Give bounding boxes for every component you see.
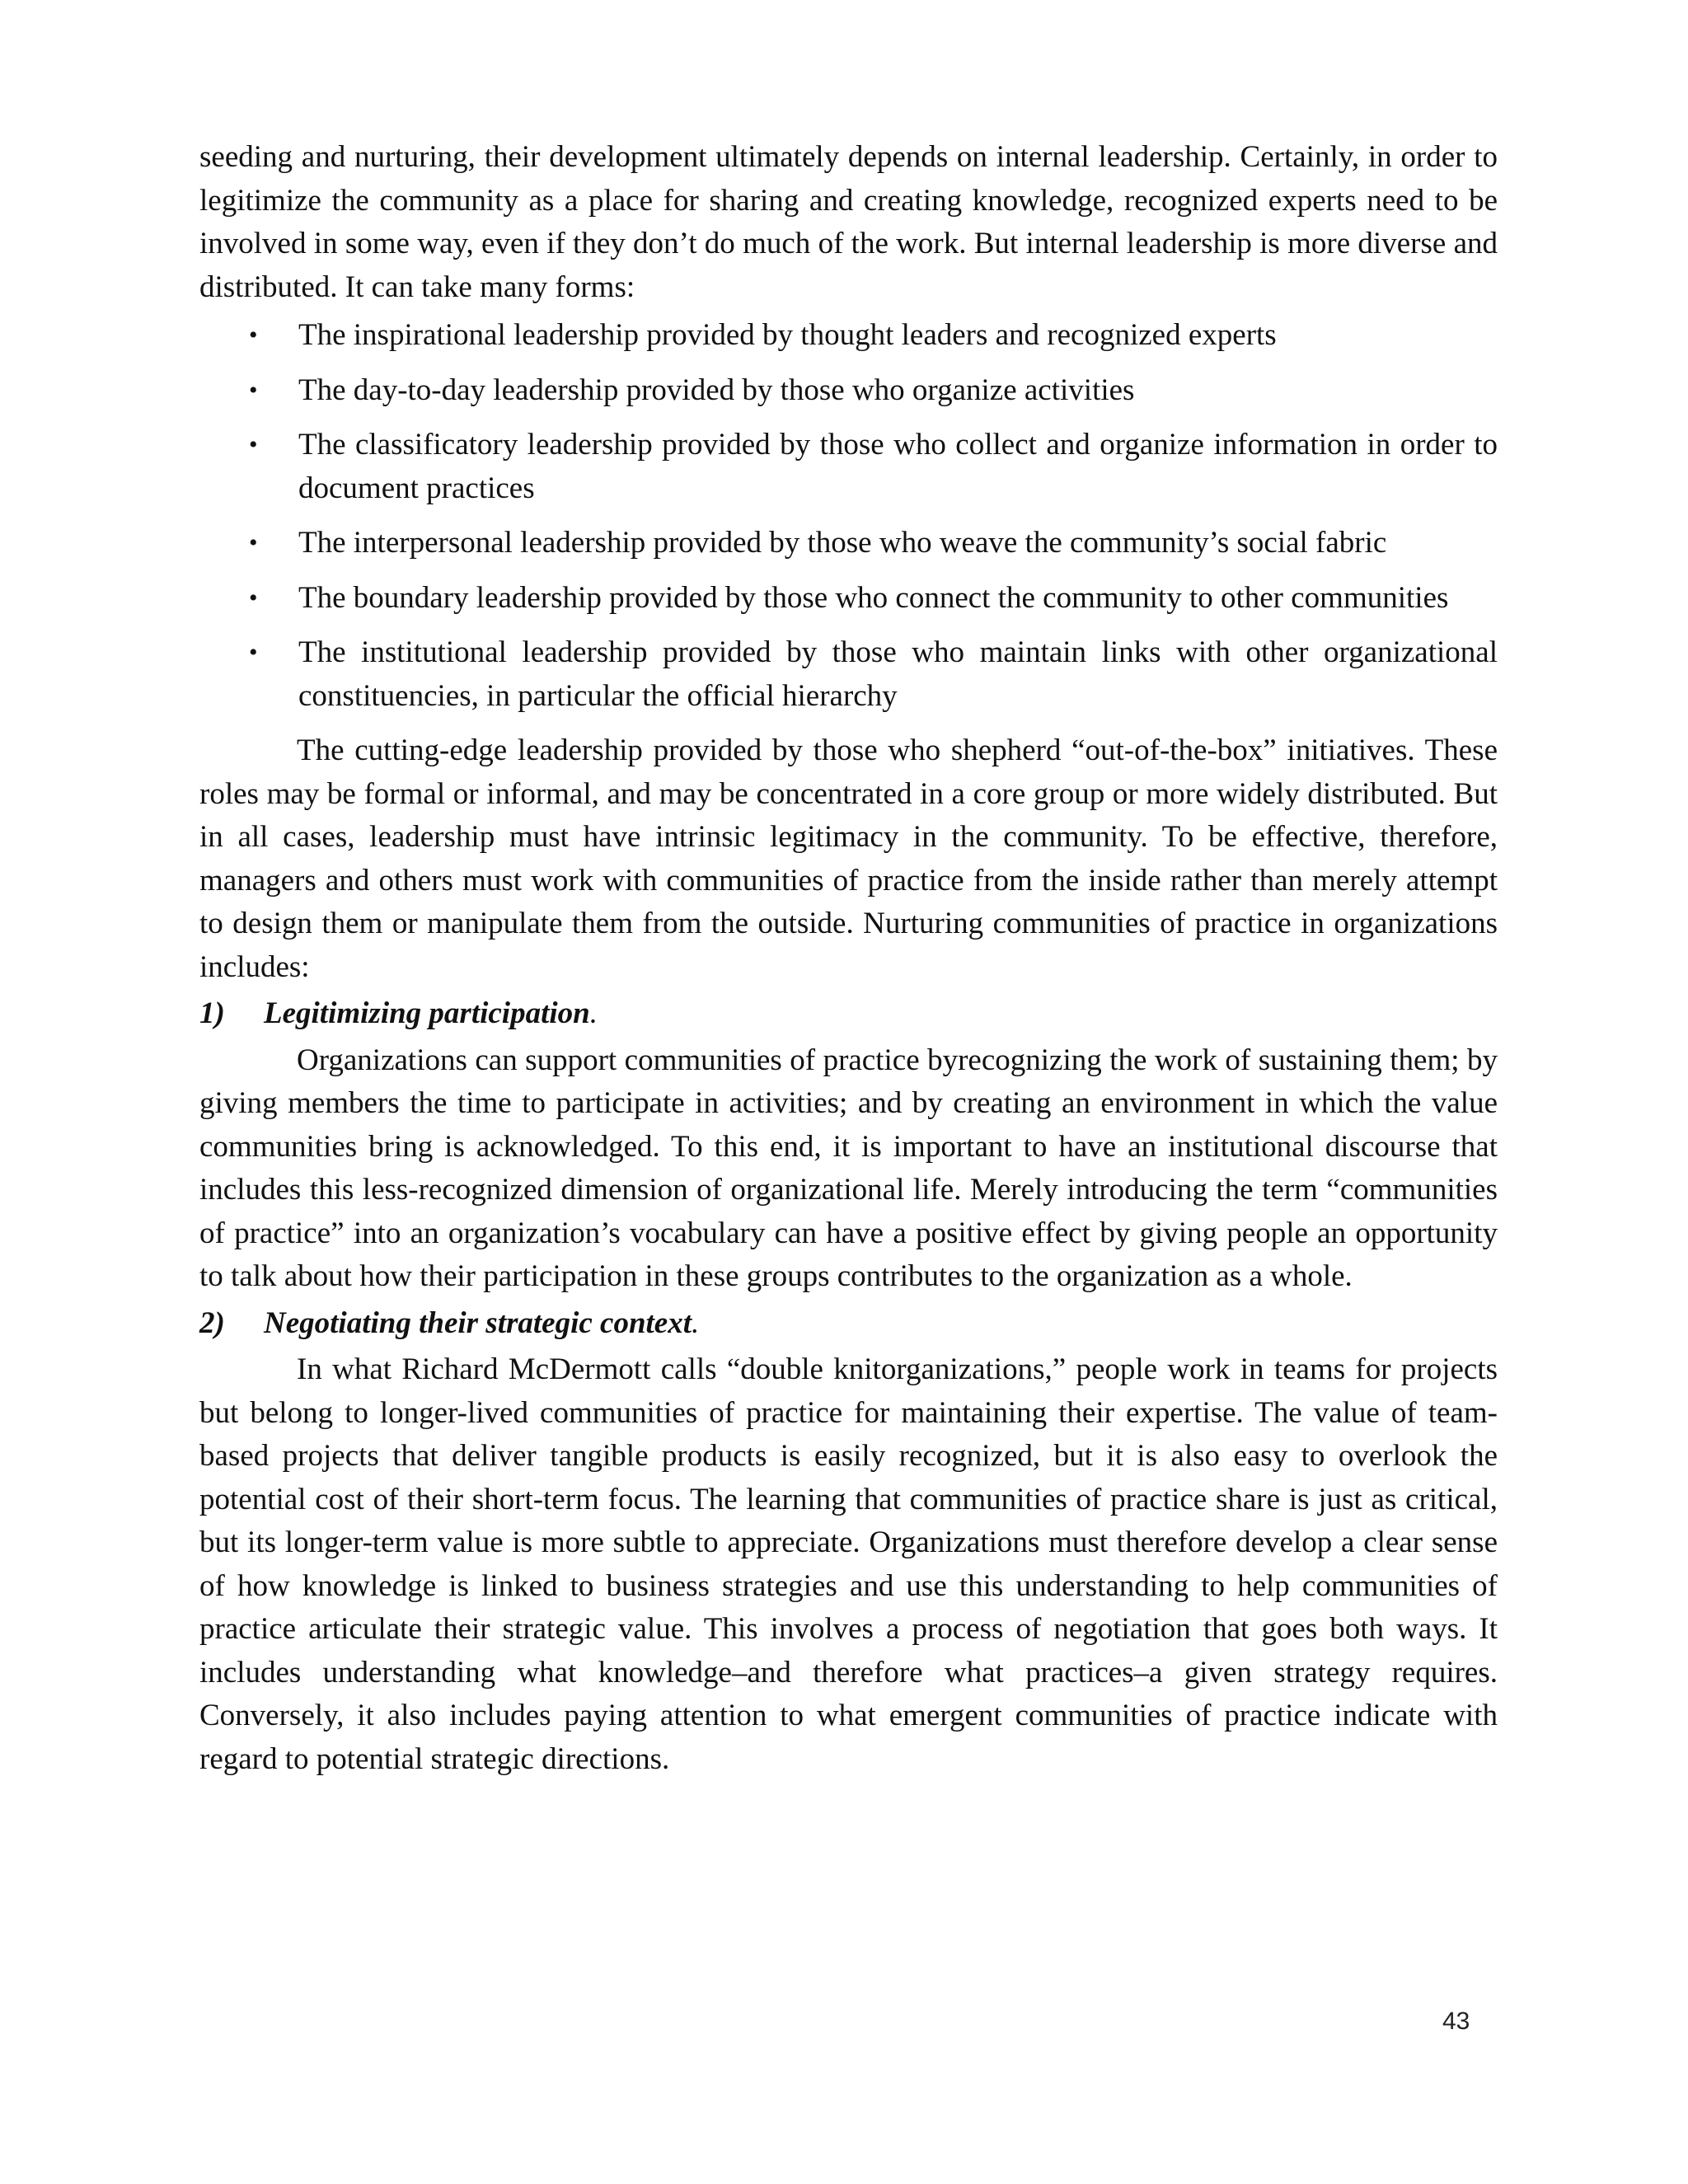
section-number: 2): [199, 1305, 225, 1340]
section-number: 1): [199, 996, 225, 1030]
section-title-period: .: [692, 1305, 700, 1340]
list-item-text: The institutional leadership provided by those who maintain links with other organizational constituencies, in particular the official hierarchy: [298, 635, 1498, 713]
list-item: [199, 314, 1498, 358]
list-item-text: The classificatory leadership provided by those who collect and organize information in order to document practices: [298, 428, 1498, 505]
section-heading-negotiating-strategic-context: [199, 1302, 1498, 1346]
section-body-negotiating-strategic-context: In what Richard McDermott calls “double knitorganizations,” people work in teams for projects but belong to longer-lived communities of practice for maintaining their expertise. The value of team-based projects that deliver tangible products is easily recognized, but it is also easy to overlook the potential cost of their short-term focus. The learning that communities of practice share is just as critical, but its longer-term value is more subtle to appreciate. Organizations must therefore develop a clear sense of how knowledge is linked to business strategies and use this understanding to help communities of practice articulate their strategic value. This involves a process of negotiation that goes both ways. It includes understanding what knowledge–and therefore what practices–a given strategy requires. Conversely, it also includes paying attention to what emergent communities of practice indicate with regard to potential strategic directions.: [199, 1352, 1498, 1776]
section-body-legitimizing-participation: Organizations can support communities of practice byrecognizing the work of sustaining them; by giving members the time to participate in activities; and by creating an environment in which the value communities bring is acknowledged. To this end, it is important to have an institutional discourse that includes this less-recognized dimension of organizational life. Merely introducing the term “communities of practice” into an organization’s vocabulary can have a positive effect by giving people an opportunity to talk about how their participation in these groups contributes to the organization as a whole.: [199, 1043, 1498, 1293]
bullet-icon: •: [249, 639, 258, 666]
list-item-text: The interpersonal leadership provided by those who weave the community’s social fabric: [298, 526, 1387, 560]
list-item-text: The day-to-day leadership provided by those who organize activities: [298, 373, 1135, 407]
list-item: [199, 522, 1498, 565]
list-item-text: The inspirational leadership provided by thought leaders and recognized experts: [298, 318, 1277, 352]
section-title: Legitimizing participation: [264, 996, 590, 1030]
opening-paragraph: seeding and nurturing, their development ultimately depends on internal leadership. Certainly, in order to legitimize the community as a place for sharing and creating knowledge, recognized experts need to be involved in some way, even if they don’t do much of the work. But internal leadership is more diverse and distributed. It can take many forms:: [199, 140, 1498, 304]
list-item-text: The boundary leadership provided by those who connect the community to other communities: [298, 580, 1449, 615]
page-number: 43: [1442, 2008, 1470, 2035]
bullet-icon: •: [249, 583, 258, 612]
section-title-period: .: [589, 996, 598, 1030]
list-item: [199, 577, 1498, 621]
page-content: [199, 136, 1498, 1781]
section-heading-legitimizing-participation: [199, 992, 1498, 1036]
list-item: [199, 631, 1498, 718]
list-item: [199, 369, 1498, 413]
bullet-icon: •: [249, 431, 258, 458]
bullet-icon: •: [249, 321, 258, 349]
bullet-icon: •: [249, 376, 258, 404]
leadership-forms-list: [199, 314, 1498, 718]
section-title: Negotiating their strategic context: [264, 1305, 692, 1340]
list-item: [199, 424, 1498, 510]
bullet-icon: •: [249, 529, 258, 556]
leadership-paragraph: The cutting-edge leadership provided by those who shepherd “out-of-the-box” initiatives. These roles may be formal or informal, and may be concentrated in a core group or more widely distributed. But in all cases, leadership must have intrinsic legitimacy in the community. To be effective, therefore, managers and others must work with communities of practice from the inside rather than merely attempt to design them or manipulate them from the outside. Nurturing communities of practice in organizations includes:: [199, 733, 1498, 984]
